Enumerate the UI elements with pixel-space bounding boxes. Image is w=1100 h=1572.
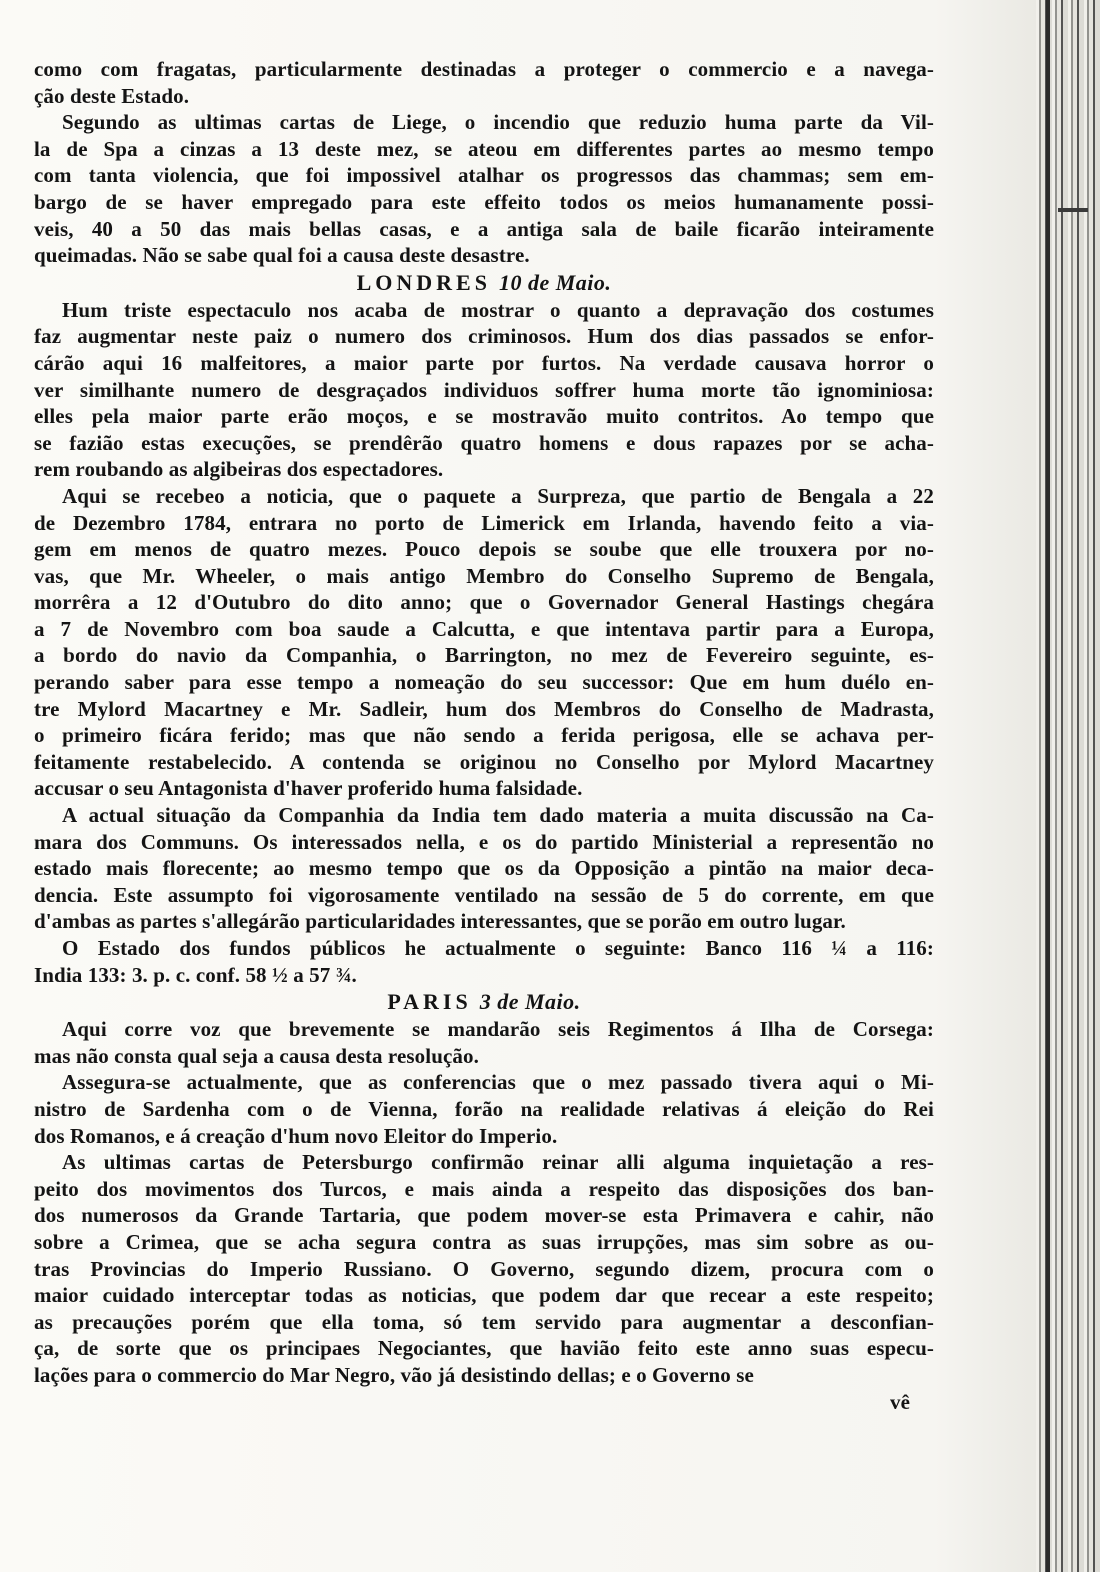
article-paragraph <box>34 1149 934 1388</box>
text-line: accusar o seu Antagonista d'haver proferido huma falsidade. <box>34 776 583 801</box>
text-line: feitamente restabelecido. A contenda se originou no Conselho por Mylord Macartney <box>34 749 934 774</box>
text-line: o primeiro ficára ferido; mas que não sendo a ferida perigosa, elle se achava per- <box>34 723 934 748</box>
text-line: ver similhante numero de desgraçados individuos soffrer huma morte tão ignominiosa: <box>34 377 934 402</box>
text-line: As ultimas cartas de Petersburgo confirmão reinar alli alguma inquietação a res- <box>62 1150 934 1175</box>
article-paragraph <box>34 935 934 988</box>
text-line: peito dos movimentos dos Turcos, e mais ainda a respeito das disposições dos ban- <box>34 1176 934 1201</box>
text-line: dos Romanos, e á creação d'hum novo Eleitor do Imperio. <box>34 1123 558 1148</box>
dateline-date: 10 de Maio. <box>498 269 612 295</box>
text-line: maior cuidado interceptar todas as noticias, que podem dar que recear a este respeito; <box>34 1283 934 1308</box>
text-column <box>34 56 934 1548</box>
text-line: Assegura-se actualmente, que as conferencias que o mez passado tivera aqui o Mi- <box>62 1070 934 1095</box>
text-line: la de Spa a cinzas a 13 deste mez, se ateou em differentes partes ao mesmo tempo <box>34 136 934 161</box>
text-line: mara dos Communs. Os interessados nella, e os do partido Ministerial a representão no <box>34 829 934 854</box>
binding-edge <box>1046 0 1050 1572</box>
text-line: Hum triste espectaculo nos acaba de mostrar o quanto a depravação dos costumes <box>62 297 934 322</box>
dateline-date: 3 de Maio. <box>479 989 581 1015</box>
text-line: tre Mylord Macartney e Mr. Sadleir, hum dos Membros do Conselho de Madrasta, <box>34 696 934 721</box>
text-line: A actual situação da Companhia da India tem dado materia a muita discussão na Ca- <box>62 803 934 828</box>
article-paragraph <box>34 802 934 935</box>
text-line: morrêra a 12 d'Outubro do dito anno; que o Governador General Hastings chegára <box>34 590 934 615</box>
text-line: tras Provincias do Imperio Russiano. O Governo, segundo dizem, procura com o <box>34 1256 934 1281</box>
text-line: Aqui corre voz que brevemente se mandarão seis Regimentos á Ilha de Corsega: <box>62 1017 934 1042</box>
dateline-heading <box>34 988 934 1016</box>
text-line: gem em menos de quatro mezes. Pouco depois se soube que elle trouxera por no- <box>34 537 934 562</box>
text-line: ça, de sorte que os principaes Negociantes, que havião feito este anno suas especu- <box>34 1336 934 1361</box>
text-line: faz augmentar neste paiz o numero dos criminosos. Hum dos dias passados se enfor- <box>34 324 934 349</box>
text-line: as precauções porém que ella toma, só tem servido para augmentar a desconfian- <box>34 1309 934 1334</box>
text-line: vas, que Mr. Wheeler, o mais antigo Membro do Conselho Supremo de Bengala, <box>34 563 934 588</box>
article-paragraph <box>34 1016 934 1069</box>
text-line: bargo de se haver empregado para este effeito todos os meios humanamente possi- <box>34 189 934 214</box>
dateline-heading <box>34 269 934 297</box>
catchword: vê <box>889 1389 910 1414</box>
text-line: a 7 de Novembro com boa saude a Calcutta, e que intentava partir para a Europa, <box>34 616 934 641</box>
text-line: veis, 40 a 50 das mais bellas casas, e a antiga sala de baile ficarão inteiramente <box>34 216 934 241</box>
text-line: lações para o commercio do Mar Negro, vão já desistindo dellas; e o Governo se <box>34 1362 754 1387</box>
text-line: Aqui se recebeo a noticia, que o paquete a Surpreza, que partio de Bengala a 22 <box>62 483 934 508</box>
text-line: O Estado dos fundos públicos he actualmente o seguinte: Banco 116 ¼ a 116: <box>62 936 934 960</box>
text-line: sobre a Crimea, que se acha segura contra as suas irrupções, mas sim sobre as ou- <box>34 1229 934 1254</box>
text-line: perando saber para esse tempo a nomeação do seu successor: Que em hum duélo en- <box>34 670 934 695</box>
text-line: Segundo as ultimas cartas de Liege, o incendio que reduzio huma parte da Vil- <box>62 110 934 135</box>
text-line: com tanta violencia, que foi impossivel atalhar os progressos das chammas; sem em- <box>34 163 934 188</box>
page-edge-mark <box>1058 208 1088 212</box>
text-line: India 133: 3. p. c. conf. 58 ½ a 57 ¾. <box>34 962 357 987</box>
text-line: se fazião estas execuções, se prendêrão quatro homens e dous rapazes por se acha- <box>34 430 934 455</box>
text-line: mas não consta qual seja a causa desta resolução. <box>34 1043 479 1068</box>
dateline-place: LONDRES <box>356 269 491 295</box>
text-line: ção deste Estado. <box>34 83 190 108</box>
article-paragraph <box>34 297 934 483</box>
article-paragraph <box>34 1069 934 1149</box>
article-paragraph <box>34 56 934 109</box>
text-line: queimadas. Não se sabe qual foi a causa deste desastre. <box>34 243 530 268</box>
text-line: d'ambas as partes s'allegárão particularidades interessantes, que se porão em outro lugar. <box>34 909 846 934</box>
text-line: a bordo do navio da Companhia, o Barrington, no mez de Fevereiro seguinte, es- <box>34 643 934 668</box>
text-line: elles pela maior parte erão moços, e se mostravão muito contritos. Ao tempo que <box>34 404 934 429</box>
text-line: estado mais florecente; ao mesmo tempo que os da Opposição a pintão na maior deca- <box>34 856 934 881</box>
text-line: dencia. Este assumpto foi vigorosamente ventilado na sessão de 5 do corrente, em que <box>34 882 934 907</box>
text-line: de Dezembro 1784, entrara no porto de Limerick em Irlanda, havendo feito a via- <box>34 510 934 535</box>
text-line: dos numerosos da Grande Tartaria, que podem mover-se esta Primavera e cahir, não <box>34 1203 934 1228</box>
text-line: rem roubando as algibeiras dos espectadores. <box>34 457 444 482</box>
text-line: cárão aqui 16 malfeitores, a maior parte por furtos. Na verdade causava horror o <box>34 350 934 375</box>
text-line: nistro de Sardenha com o de Vienna, forão na realidade relativas á eleição do Rei <box>34 1096 934 1121</box>
dateline-place: PARIS <box>387 989 472 1015</box>
article-paragraph <box>34 109 934 269</box>
article-paragraph <box>34 483 934 802</box>
text-line: como com fragatas, particularmente destinadas a proteger o commercio e a navega- <box>34 57 934 81</box>
